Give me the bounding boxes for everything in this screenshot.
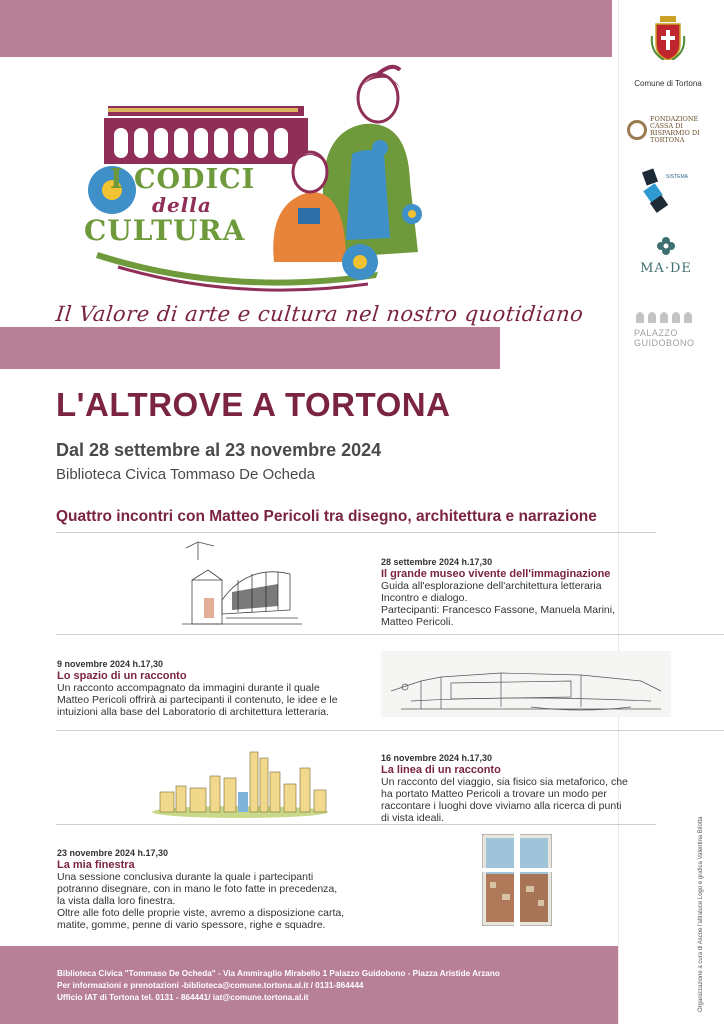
event-card: [381, 752, 651, 824]
made-flower-icon: [656, 236, 676, 256]
divider: [56, 532, 656, 533]
top-color-band: [0, 0, 612, 57]
event-date: 9 novembre 2024 h.17,30: [57, 659, 164, 669]
event-title: La mia finestra: [57, 859, 135, 871]
event-description-line: matite, gomme, penne di vario spessore, righe e squadre.: [57, 919, 326, 931]
page-title: L'ALTROVE A TORTONA: [56, 386, 451, 423]
divider: [56, 634, 724, 635]
divider: [56, 730, 724, 731]
event-venue: Biblioteca Civica Tommaso De Ocheda: [56, 466, 316, 483]
footer-iat-contact: Ufficio IAT di Tortona tel. 0131 - 864441/ iat@comune.tortona.al.it: [57, 993, 309, 1002]
skyline-watercolor-image: [150, 748, 330, 818]
event-title: Il grande museo vivente dell'immaginazione: [381, 568, 611, 580]
palazzo-line-2: GUIDOBONO: [634, 338, 695, 349]
event-title: Lo spazio di un racconto: [57, 670, 187, 682]
logo-line-3: CULTURA: [84, 214, 246, 247]
event-description-line: Oltre alle foto delle proprie viste, avremo a disposizione carta,: [57, 907, 345, 919]
window-view-image: [482, 834, 552, 926]
event-description-line: intuizioni alla base del Laboratorio di architettura letteraria.: [57, 706, 329, 718]
event-description-line: raccontare i luoghi dove viviamo alla ricerca di punti: [381, 800, 622, 812]
sistema-mark-icon: [640, 164, 702, 214]
made-name: MA·DE: [640, 261, 692, 276]
palazzo-guidobono-logo: [634, 309, 704, 349]
section-drawing-image: [381, 651, 671, 717]
coat-of-arms-icon: [650, 16, 686, 60]
program-subtitle: Quattro incontri con Matteo Pericoli tra disegno, architettura e narrazione: [56, 508, 597, 525]
middle-color-band: [0, 327, 500, 369]
logo-line-2: della: [152, 193, 212, 217]
event-description-line: Una sessione conclusiva durante la quale i partecipanti: [57, 871, 314, 883]
palazzo-line-1: PALAZZO: [634, 328, 678, 338]
divider: [56, 824, 656, 825]
event-date: 28 settembre 2024 h.17,30: [381, 557, 493, 567]
sistema-label: SISTEMA: [666, 174, 688, 180]
event-description-line: Un racconto accompagnato da immagini durante il quale: [57, 682, 320, 694]
event-card: [57, 658, 367, 718]
event-date: 23 novembre 2024 h.17,30: [57, 848, 169, 858]
event-description-line: Guida all'esplorazione dell'architettura letteraria: [381, 580, 602, 592]
event-description-line: Matteo Pericoli.: [381, 616, 454, 628]
credits-text: Organizzazione a cura di Ascoe l'altraluce Logo e grafica Valentina Bilotta: [698, 816, 704, 1012]
event-dates: Dal 28 settembre al 23 novembre 2024: [56, 440, 382, 460]
fondazione-emblem-icon: [627, 120, 647, 140]
event-date: 16 novembre 2024 h.17,30: [381, 753, 493, 763]
event-description-line: ha portato Matteo Pericoli a trovare un modo per: [381, 788, 607, 800]
comune-caption: Comune di Tortona: [634, 79, 702, 88]
festival-logo-wordmark: [80, 166, 255, 245]
footer-contact: Per informazioni e prenotazioni -biblioteca@comune.tortona.al.it / 0131-864444: [57, 981, 364, 990]
event-card: [381, 556, 631, 628]
fondazione-logo: [627, 116, 707, 145]
footer-address: Biblioteca Civica "Tommaso De Ocheda" - Via Ammiraglio Mirabello 1 Palazzo Guidobono - Piazza Aristide Arzano: [57, 969, 500, 978]
arches-icon: [634, 309, 694, 323]
event-description-line: Incontro e dialogo.: [381, 592, 468, 604]
festival-tagline: Il Valore di arte e cultura nel nostro quotidiano: [54, 302, 585, 326]
logo-line-1: I CODICI: [110, 164, 256, 195]
event-description-line: la vista dalla loro finestra.: [57, 895, 176, 907]
footer-info-band: [0, 946, 618, 1024]
event-description-line: potranno disegnare, con in mano le foto fatte in precedenza,: [57, 883, 338, 895]
sistema-logo: [640, 164, 702, 214]
event-title: La linea di un racconto: [381, 764, 501, 776]
sponsor-column-divider: [618, 0, 619, 1024]
event-card: [57, 847, 377, 931]
fondazione-name: FONDAZIONE CASSA DI RISPARMIO DI TORTONA: [650, 115, 700, 145]
event-description-line: Partecipanti: Francesco Fassone, Manuela Marini,: [381, 604, 616, 616]
event-description-line: di vista ideali.: [381, 812, 445, 824]
made-logo: [636, 236, 696, 276]
event-description-line: Matteo Pericoli offrirà ai partecipanti il contenuto, le idee e le: [57, 694, 338, 706]
comune-tortona-logo: [626, 16, 710, 88]
event-description-line: Un racconto del viaggio, sia fisico sia metaforico, che: [381, 776, 628, 788]
architecture-sketch-image: [178, 540, 306, 630]
